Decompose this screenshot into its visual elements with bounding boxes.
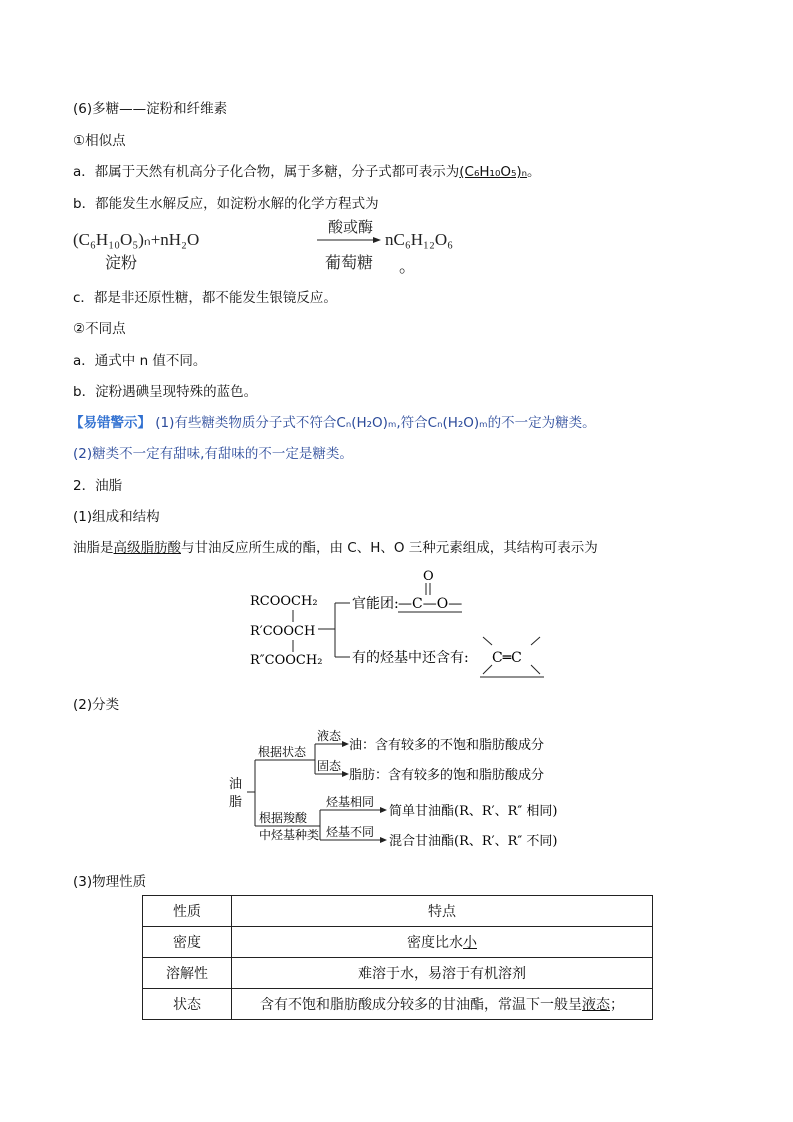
by-acid-label-1: 根据羧酸 bbox=[259, 811, 308, 825]
by-acid-label-2: 中烃基种类 bbox=[259, 828, 320, 842]
table-header-cell: 性质 bbox=[143, 896, 232, 927]
equation-right: nC₆H₁₂O₆ bbox=[385, 230, 454, 249]
equation-left: (C₆H₁₀O₅)ₙ+nH₂O bbox=[73, 230, 200, 249]
feature-end: ； bbox=[610, 997, 624, 1013]
by-state-label: 根据状态 bbox=[258, 745, 307, 759]
table-cell-prop: 密度 bbox=[143, 927, 232, 958]
section-6-title: (6)多糖——淀粉和纤维素 bbox=[73, 101, 228, 117]
ester-group: —C—O— bbox=[398, 596, 463, 612]
table-cell-prop: 状态 bbox=[143, 989, 232, 1020]
tree-root-top: 油 bbox=[229, 777, 243, 792]
composition-pre: 油脂是 bbox=[73, 540, 114, 556]
warning-1 bbox=[70, 414, 596, 432]
alkene-double-bond: C═C bbox=[492, 650, 522, 666]
diff-label: 烃基不同 bbox=[326, 825, 375, 839]
table-row bbox=[143, 927, 653, 958]
warning-1-text: (1)有些糖类物质分子式不符合Cₙ(H₂O)ₘ,符合Cₙ(H₂O)ₘ的不一定为糖类。 bbox=[151, 415, 596, 431]
structure-r1: RCOOCH₂ bbox=[250, 594, 318, 609]
composition-text bbox=[73, 539, 598, 557]
equation-right-name: 葡萄糖 bbox=[325, 253, 374, 272]
feature-text: 密度比水 bbox=[407, 935, 463, 951]
mixed-glyceride-text: 混合甘油酯(R、R′、R″ 不同) bbox=[389, 834, 558, 849]
composition-underline: 高级脂肪酸 bbox=[113, 540, 181, 556]
equation-condition: 酸或酶 bbox=[328, 218, 374, 236]
alkene-label: 有的烃基中还含有: bbox=[352, 650, 469, 666]
similar-a-end: 。 bbox=[527, 164, 541, 180]
table-header-row bbox=[143, 896, 653, 927]
hydrolysis-equation bbox=[73, 218, 454, 278]
structure-r2: R′COOCH bbox=[250, 624, 316, 639]
structure-r3: R″COOCH₂ bbox=[250, 653, 323, 668]
section-2-title: 2．油脂 bbox=[73, 478, 123, 494]
equation-end: 。 bbox=[399, 257, 416, 276]
classification-heading: (2)分类 bbox=[73, 697, 120, 713]
diff-b: b．淀粉遇碘呈现特殊的蓝色。 bbox=[73, 384, 258, 400]
solid-label: 固态 bbox=[317, 759, 342, 773]
carbonyl-oxygen: O bbox=[423, 569, 434, 584]
diff-a: a．通式中 n 值不同。 bbox=[73, 353, 207, 369]
feature-text: 难溶于水，易溶于有机溶剂 bbox=[358, 966, 526, 982]
equation-left-name: 淀粉 bbox=[105, 253, 138, 272]
classification-tree bbox=[225, 722, 585, 857]
simple-glyceride-text: 简单甘油酯(R、R′、R″ 相同) bbox=[389, 804, 558, 819]
feature-underline: 小 bbox=[463, 935, 477, 951]
composition-heading: (1)组成和结构 bbox=[73, 509, 160, 525]
table-cell-feature bbox=[232, 989, 653, 1020]
warning-2: (2)糖类不一定有甜味,有甜味的不一定是糖类。 bbox=[73, 446, 353, 462]
liquid-label: 液态 bbox=[317, 729, 342, 743]
table-header-cell: 特点 bbox=[232, 896, 653, 927]
similar-a bbox=[73, 163, 541, 181]
fat-text: 脂肪：含有较多的饱和脂肪酸成分 bbox=[349, 768, 545, 783]
physical-properties-table bbox=[142, 895, 653, 1020]
table-cell-feature bbox=[232, 927, 653, 958]
same-label: 烃基相同 bbox=[326, 795, 375, 809]
physical-heading: (3)物理性质 bbox=[73, 874, 147, 890]
similar-c: c．都是非还原性糖，都不能发生银镜反应。 bbox=[73, 290, 337, 306]
warning-tag: 【易错警示】 bbox=[70, 415, 151, 431]
functional-group-label: 官能团: bbox=[352, 596, 399, 612]
oil-text: 油：含有较多的不饱和脂肪酸成分 bbox=[349, 738, 545, 753]
similar-b: b．都能发生水解反应，如淀粉水解的化学方程式为 bbox=[73, 196, 379, 212]
reaction-arrow-icon bbox=[317, 235, 381, 245]
diff-heading: ②不同点 bbox=[73, 321, 126, 337]
fat-structure-diagram bbox=[240, 565, 560, 685]
feature-text: 含有不饱和脂肪酸成分较多的甘油酯，常温下一般呈 bbox=[260, 997, 582, 1013]
polysaccharide-formula: (C₆H₁₀O₅)ₙ bbox=[459, 164, 528, 180]
table-cell-feature bbox=[232, 958, 653, 989]
similar-heading: ①相似点 bbox=[73, 133, 126, 149]
composition-post: 与甘油反应所生成的酯，由 C、H、O 三种元素组成，其结构可表示为 bbox=[181, 540, 598, 556]
similar-a-text: a．都属于天然有机高分子化合物，属于多糖，分子式都可表示为 bbox=[73, 164, 460, 180]
table-cell-prop: 溶解性 bbox=[143, 958, 232, 989]
table-row bbox=[143, 958, 653, 989]
tree-root-bottom: 脂 bbox=[229, 795, 243, 810]
feature-underline: 液态 bbox=[582, 997, 610, 1013]
table-row bbox=[143, 989, 653, 1020]
